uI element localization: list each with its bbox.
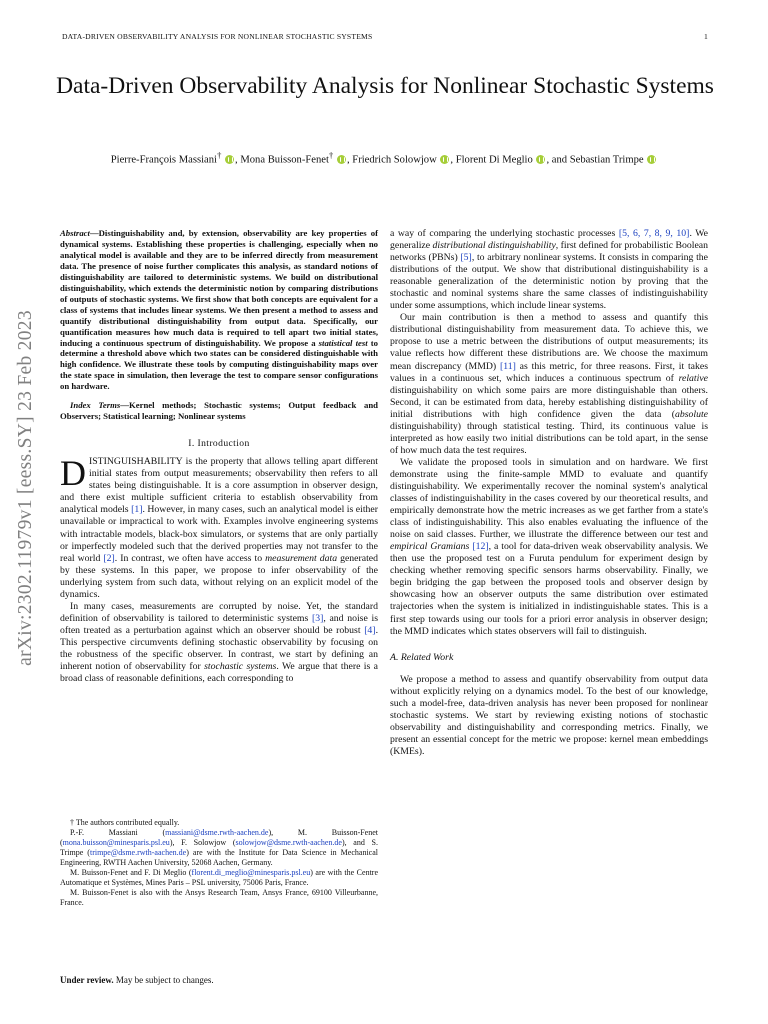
author-name: Mona Buisson-Fenet bbox=[240, 154, 329, 166]
right-paragraph-3: We validate the proposed tools in simulation and on hardware. We first demonstrate using the finite-sample MMD to evaluate and quantify distinguishability. We experimentally recover the nominal system's analytical classes of indistinguishability in the cases covered by our theoretical results, and empirically demonstrate how the metric increases as we get farther from a state's class of indistinguishability. This also enables evaluating the influence of the noise on said classes. Further, we illustrate the difference between our test and empirical Gramians [12], a tool for data-driven weak observability analysis. We then use the proposed test on a Furuta pendulum for experiment design by checking whether removing specific sensors harms observability. Finally, we begin bridging the gap between the proposed tools and observer design by showcasing how an observer outputs the same distribution over estimated trajectories when the system is initialized in indistinguishable states. This is a first step towards using our tools for a priori error analysis in observer design; the MMD indicates which states observers will fail to distinguish. bbox=[390, 456, 709, 637]
index-terms: Index Terms—Kernel methods; Stochastic systems; Output feedback and Observers; Statistical learning; Nonlinear systems bbox=[60, 400, 378, 422]
citation-link[interactable]: [3] bbox=[311, 612, 324, 624]
email-link[interactable]: trimpe@dsme.rwth-aachen.de bbox=[89, 848, 187, 857]
author-name: Florent Di Meglio bbox=[455, 154, 533, 166]
citation-link[interactable]: [5] bbox=[460, 252, 472, 264]
paper-title: Data-Driven Observability Analysis for Nonlinear Stochastic Systems bbox=[56, 73, 714, 99]
right-paragraph-4: We propose a method to assess and quantify observability from output data without explicitly relying on a dynamics model. To the best of our knowledge, such a model-free, data-driven analysis has never been proposed for nonlinear stochastic systems. We start by reviewing existing notions of stochastic observability and distinguishability and corresponding metrics. Finally, we present an essential concept for the metric we propose: kernel mean embeddings (KMEs). bbox=[390, 673, 708, 757]
citation-link[interactable]: [11] bbox=[499, 360, 516, 372]
subsection-heading-related-work: A. Related Work bbox=[390, 651, 454, 663]
email-link[interactable]: solowjow@dsme.rwth-aachen.de bbox=[235, 838, 342, 847]
footnotes bbox=[60, 818, 378, 908]
email-link[interactable]: mona.buisson@minesparis.psl.eu bbox=[62, 838, 170, 847]
author-list: Pierre-François Massiani† , Mona Buisson-Fenet† , Friedrich Solowjow , Florent Di Meglio , and Sebastian Trimpe bbox=[30, 150, 738, 166]
footnote-affiliation-rwth: P.-F. Massiani (massiani@dsme.rwth-aachen.de), M. Buisson-Fenet (mona.buisson@minesparis.psl.eu), F. Solowjow (solowjow@dsme.rwth-aachen.de), and S. Trimpe (trimpe@dsme.rwth-aachen.de) are with the Institute for Data Science in Mechanical Engineering, RWTH Aachen University, 52068 Aachen, Germany. bbox=[60, 828, 378, 867]
orcid-icon[interactable] bbox=[536, 155, 545, 164]
citation-link[interactable]: [12] bbox=[472, 541, 489, 553]
index-terms-label: Index Terms bbox=[70, 400, 121, 411]
equal-contribution-mark: † bbox=[216, 150, 222, 160]
orcid-icon[interactable] bbox=[440, 155, 449, 164]
author-name: Sebastian Trimpe bbox=[569, 154, 644, 166]
intro-paragraph-2: In many cases, measurements are corrupted by noise. Yet, the standard definition of observability is tailored to deterministic systems [3], and noise is often treated as a perturbation against which an observer should be robust [4]. This perspective circumvents defining stochastic observability by focusing on the robustness of the specific observer. In contrast, we start by defining an inherent notion of observability for stochastic systems. We argue that there is a broad class of reasonable definitions, each corresponding to bbox=[60, 600, 378, 685]
page-number: 1 bbox=[704, 32, 708, 41]
orcid-icon[interactable] bbox=[337, 155, 346, 164]
arxiv-stamp bbox=[6, 268, 46, 708]
author-name: Friedrich Solowjow bbox=[352, 154, 437, 166]
arxiv-identifier: arXiv:2302.11979v1 [eess.SY] 23 Feb 2023 bbox=[15, 310, 36, 666]
right-paragraph-1: a way of comparing the underlying stochastic processes [5, 6, 7, 8, 9, 10]. We generalize distributional distinguishability, first defined for probabilistic Boolean networks (PBNs) [5], to arbitrary nonlinear systems. It consists in comparing the distributions of the output. We show that distributional distinguishability is a reasonable generalization of the deterministic notion by proving that the stochastic and nominal systems share the same classes of indistinguishability under some assumptions, which include linear systems. bbox=[390, 228, 709, 312]
running-header bbox=[62, 32, 708, 41]
drop-cap: D bbox=[60, 453, 86, 494]
citation-link[interactable]: [4] bbox=[364, 624, 376, 636]
section-heading-introduction: I. Introduction bbox=[188, 438, 250, 450]
left-column bbox=[60, 228, 378, 685]
citation-link[interactable]: [5, 6, 7, 8, 9, 10] bbox=[618, 228, 690, 239]
abstract: Abstract—Distinguishability and, by extension, observability are key properties of dynamical systems. Establishing these properties is challenging, especially when no analytical model is available and they are to be inferred directly from measurement data. The presence of noise further complicates this analysis, as standard notions of distinguishability are tailored to deterministic systems. We build on distributional distinguishability, which extends the deterministic notion by comparing distributions of outputs of stochastic systems. We first show that both concepts are equivalent for a class of systems that includes linear systems. We then present a method to assess and quantify distributional distinguishability from output data. Specifically, our quantification measures how much data is required to tell apart two initial states, inducing a continuous spectrum of distinguishability. We propose a statistical test to determine a threshold above which two states can be considered distinguishable with high confidence. We illustrate these tools by computing distinguishability maps over the state space in simulation, then leverage the test to compare sensor configurations on hardware. bbox=[60, 228, 378, 392]
right-paragraph-2: Our main contribution is then a method to assess and quantify this distributional distinguishability from measurement data. To achieve this, we propose to use a metric between the distributions of output measurements; its value reflects how different these distributions are. We choose the maximum mean discrepancy (MMD) [11] as this metric, for three reasons. First, it takes values in a continuous set, which induces a continuous spectrum of relative distinguishability on which some pairs are more distinguishable than others. Second, it can be estimated from data, hereby establishing distinguishability of initial distributions with high confidence given the data (absolute distinguishability) through statistical testing. Third, its continuous value is interpreted as how easily two initial distributions can be told apart, in the sense of how much data the test requires. bbox=[390, 312, 708, 456]
orcid-icon[interactable] bbox=[225, 155, 234, 164]
email-link[interactable]: massiani@dsme.rwth-aachen.de bbox=[165, 828, 269, 837]
equal-contribution-mark: † bbox=[328, 150, 334, 160]
abstract-label: Abstract bbox=[60, 228, 90, 238]
footnote-equal-contribution: † The authors contributed equally. bbox=[70, 818, 180, 827]
orcid-icon[interactable] bbox=[647, 155, 656, 164]
citation-link[interactable]: [2] bbox=[103, 552, 115, 564]
citation-link[interactable]: [1] bbox=[131, 504, 143, 516]
footnote-affiliation-mines: M. Buisson-Fenet and F. Di Meglio (florent.di_meglio@minesparis.psl.eu) are with the Centre Automatique et Systèmes, Mines Paris – PSL university, 75006 Paris, France. bbox=[60, 868, 379, 887]
author-name: Pierre-François Massiani bbox=[110, 154, 217, 166]
review-note: Under review. May be subject to changes. bbox=[60, 975, 214, 985]
running-header-title: DATA-DRIVEN OBSERVABILITY ANALYSIS FOR NONLINEAR STOCHASTIC SYSTEMS bbox=[62, 32, 373, 41]
right-column bbox=[390, 228, 708, 758]
email-link[interactable]: florent.di_meglio@minesparis.psl.eu bbox=[191, 868, 311, 877]
footnote-affiliation-ansys: M. Buisson-Fenet is also with the Ansys Research Team, Ansys France, 69100 Villeurbanne, France. bbox=[60, 888, 378, 907]
intro-paragraph-1: DISTINGUISHABILITY is the property that allows telling apart different initial states from output measurements; observability then refers to all states being distinguishable. It is a core assumption in observer design, and there exist multiple sufficient criteria to establish observability from analytical models [1]. However, in many cases, such an analytical model is either unavailable or impractical to work with. Examples involve engineering systems with intractable models, black-box simulators, or systems that are only partially or imperfectly modeled such that the derived properties may not transfer to the real world [2]. In contrast, we often have access to measurement data generated by these systems. In this paper, we propose to infer observability of the underlying system from such data, without relying on an explicit model of the dynamics. bbox=[60, 453, 379, 600]
